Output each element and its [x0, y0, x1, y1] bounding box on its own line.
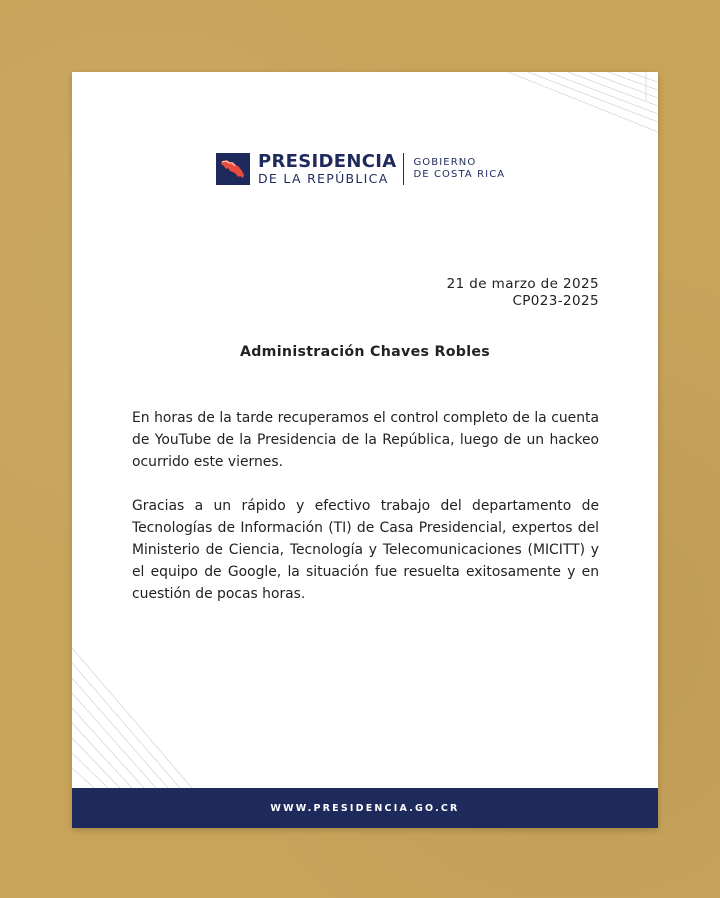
presidencia-logo: [216, 152, 505, 186]
logo-line-presidencia: PRESIDENCIA: [258, 150, 397, 172]
logo-gov-line2: DE COSTA RICA: [413, 169, 506, 180]
release-meta: [447, 276, 599, 310]
release-heading: Administración Chaves Robles: [239, 344, 491, 360]
logo-gov-line1: GOBIERNO: [413, 156, 477, 168]
logo-wordmark: [258, 150, 397, 186]
logo-government: [413, 157, 505, 182]
footer-url: WWW.PRESIDENCIA.GO.CR: [270, 802, 460, 814]
logo-divider: [403, 153, 404, 185]
press-release-sheet: [72, 72, 658, 828]
body-paragraph-1: En horas de la tarde recuperamos el control completo de la cuenta de YouTube de la Presidencia de la República, luego de un hackeo ocurrido este viernes.: [132, 410, 599, 470]
decorative-lines-top-right: [488, 72, 658, 142]
body-paragraph-2: Gracias a un rápido y efectivo trabajo del departamento de Tecnologías de Información (TI) de Casa Presidencial, expertos del Ministerio de Ciencia, Tecnología y Telecomunicaciones (MICITT) y el equipo de Google, la situación fue resuelta exitosamente y en cuestión de pocas horas.: [132, 498, 599, 602]
footer-bar: [72, 788, 658, 828]
costa-rica-map-icon: [216, 153, 250, 185]
release-code: CP023-2025: [512, 293, 599, 309]
decorative-lines-bottom-left: [72, 648, 222, 788]
release-date: 21 de marzo de 2025: [446, 276, 599, 292]
logo-line-republica: DE LA REPÚBLICA: [258, 170, 389, 186]
